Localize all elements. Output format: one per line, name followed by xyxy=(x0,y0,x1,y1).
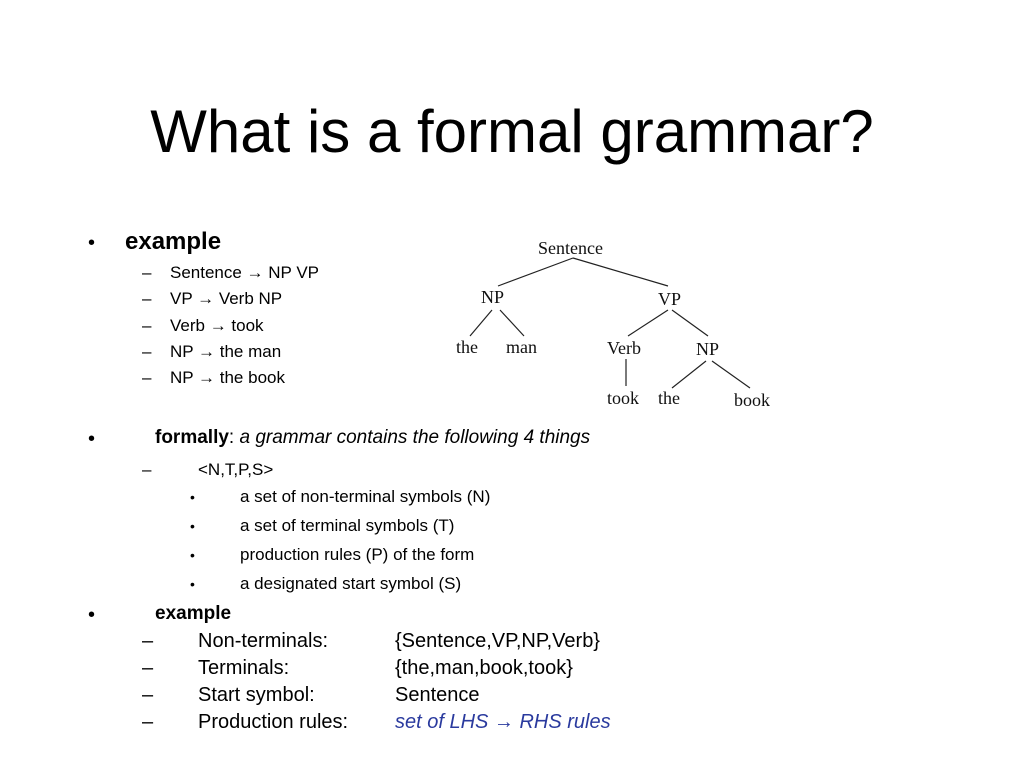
node-np-2: NP xyxy=(696,339,720,359)
formally-heading: formally xyxy=(155,427,229,448)
rule-3-dash: – xyxy=(142,316,152,335)
row-4-label: Production rules: xyxy=(198,711,349,733)
rule-5-dash: – xyxy=(142,368,152,387)
node-verb: Verb xyxy=(607,338,641,358)
edge-np-the-2 xyxy=(672,361,706,388)
item-2-bullet: • xyxy=(190,518,195,534)
row-1-dash: – xyxy=(142,630,154,652)
item-4-bullet: • xyxy=(190,576,195,592)
formally-line xyxy=(155,427,590,449)
edge-vp-np xyxy=(672,310,708,336)
edge-np-the xyxy=(470,310,492,336)
rule-1: Sentence → NP VP xyxy=(170,263,319,282)
rule-4: NP → the man xyxy=(170,342,282,361)
row-2-dash: – xyxy=(142,657,154,679)
item-2: a set of terminal symbols (T) xyxy=(240,516,455,535)
row-2-value: {the,man,book,took} xyxy=(395,657,573,679)
item-3-bullet: • xyxy=(190,547,195,563)
item-3: production rules (P) of the form xyxy=(240,545,475,564)
item-1-bullet: • xyxy=(190,489,195,505)
edge-np-man xyxy=(500,310,524,336)
section1-bullet: • xyxy=(88,232,96,254)
node-man: man xyxy=(506,337,537,357)
section1-heading: example xyxy=(125,228,222,255)
formally-colon: : xyxy=(228,427,235,448)
node-sentence: Sentence xyxy=(538,238,603,258)
node-book: book xyxy=(734,390,770,410)
row-3-label: Start symbol: xyxy=(198,684,315,706)
node-the: the xyxy=(456,337,478,357)
slide-title: What is a formal grammar? xyxy=(150,98,874,165)
row-1-value: {Sentence,VP,NP,Verb} xyxy=(395,630,600,652)
rule-5: NP → the book xyxy=(170,368,285,387)
row-3-dash: – xyxy=(142,684,154,706)
rule-3: Verb → took xyxy=(170,316,264,335)
tuple: <N,T,P,S> xyxy=(198,460,274,479)
section3-bullet: • xyxy=(88,604,96,626)
row-4-dash: – xyxy=(142,711,154,733)
row-2-label: Terminals: xyxy=(198,657,290,679)
edge-sentence-np xyxy=(498,258,573,286)
edge-vp-verb xyxy=(628,310,668,336)
node-np: NP xyxy=(481,287,505,307)
item-4: a designated start symbol (S) xyxy=(240,574,462,593)
node-vp: VP xyxy=(658,289,682,309)
rule-4-dash: – xyxy=(142,342,152,361)
formally-description: a grammar contains the following 4 things xyxy=(239,427,591,448)
node-the-2: the xyxy=(658,388,680,408)
edge-np-book xyxy=(712,361,750,388)
tuple-dash: – xyxy=(142,460,152,479)
row-3-value: Sentence xyxy=(395,684,480,706)
node-took: took xyxy=(607,388,640,408)
rule-2: VP → Verb NP xyxy=(170,289,283,308)
section3-heading: example xyxy=(155,603,232,624)
row-4-value: set of LHS → RHS rules xyxy=(395,711,611,733)
section2-bullet: • xyxy=(88,428,96,450)
edge-sentence-vp xyxy=(573,258,668,286)
parse-tree xyxy=(440,228,800,420)
row-1-label: Non-terminals: xyxy=(198,630,329,652)
rule-1-dash: – xyxy=(142,263,152,282)
rule-2-dash: – xyxy=(142,289,152,308)
item-1: a set of non-terminal symbols (N) xyxy=(240,487,491,506)
